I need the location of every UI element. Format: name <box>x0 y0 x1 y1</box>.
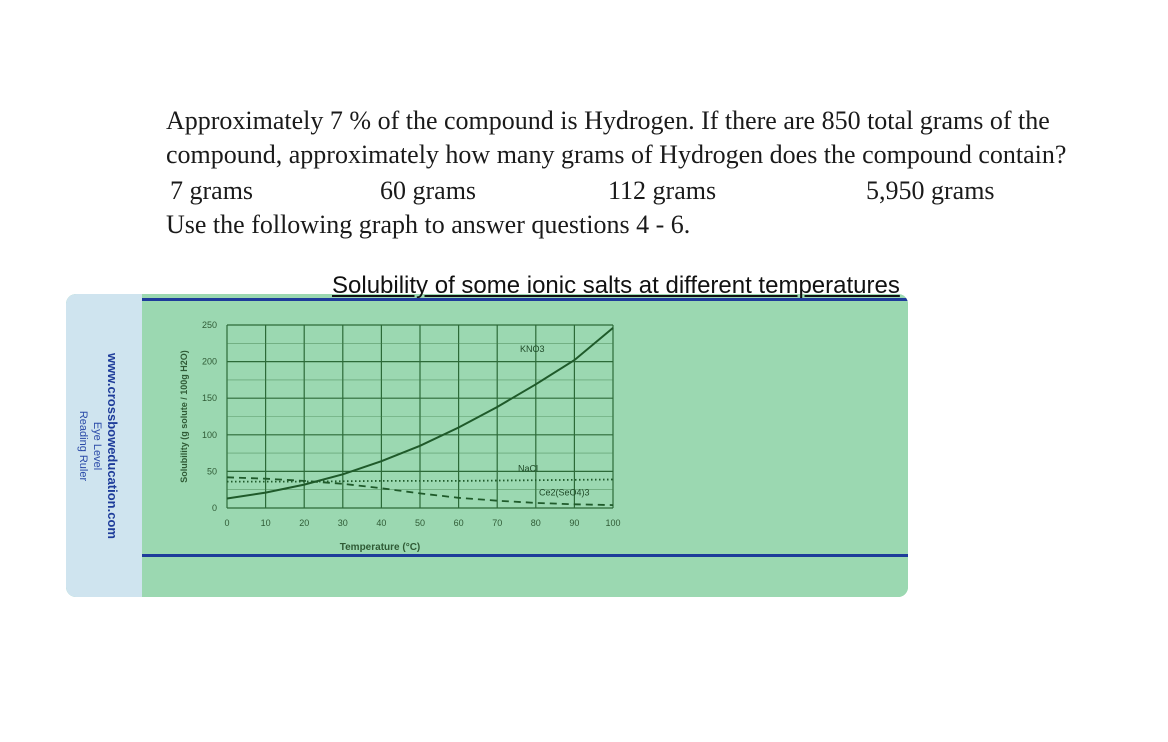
chart-title: Solubility of some ionic salts at different temperatures <box>332 272 900 299</box>
series-label-0: KNO3 <box>520 344 545 355</box>
y-tick-label-250: 250 <box>201 320 217 330</box>
answer-choice-a[interactable]: 7 grams <box>170 176 254 205</box>
x-tick-label-70: 70 <box>492 518 503 528</box>
x-tick-label-100: 100 <box>605 518 621 528</box>
x-tick-label-80: 80 <box>530 518 541 528</box>
y-tick-label-150: 150 <box>201 393 217 404</box>
x-tick-label-20: 20 <box>299 518 310 528</box>
answer-choice-c[interactable]: 112 grams <box>608 176 717 205</box>
x-axis-label: Temperature (°C) <box>339 542 421 553</box>
answer-choice-d[interactable]: 5,950 grams <box>866 176 995 205</box>
y-tick-label-100: 100 <box>201 429 217 440</box>
series-label-1: NaCl <box>518 463 539 474</box>
ruler-line-3: Reading Ruler <box>77 410 89 482</box>
y-tick-label-0: 0 <box>211 503 217 513</box>
y-axis-label: Solubility (g solute / 100g H2O) <box>179 350 189 483</box>
ruler-url: www.crossboweducation.com <box>105 353 120 539</box>
y-tick-label-200: 200 <box>201 356 217 367</box>
x-tick-label-50: 50 <box>414 518 426 528</box>
y-tick-label-50: 50 <box>206 466 217 477</box>
question-line-1: Approximately 7 % of the compound is Hydrogen. If there are 850 total grams of the <box>166 106 1050 135</box>
x-tick-label-40: 40 <box>376 518 387 528</box>
graph-instruction: Use the following graph to answer questions 4 - 6. <box>166 210 691 239</box>
x-tick-label-30: 30 <box>337 518 348 528</box>
x-tick-label-0: 0 <box>224 518 230 528</box>
question-line-2: compound, approximately how many grams of Hydrogen does the compound contain? <box>166 140 1067 169</box>
x-tick-label-90: 90 <box>569 518 580 528</box>
series-label-2: Ce2(SeO4)3 <box>539 487 590 498</box>
ruler-line-2: Eye Level <box>91 421 103 471</box>
answer-choice-b[interactable]: 60 grams <box>380 176 477 205</box>
x-tick-label-60: 60 <box>453 518 464 528</box>
x-tick-label-10: 10 <box>260 518 271 528</box>
